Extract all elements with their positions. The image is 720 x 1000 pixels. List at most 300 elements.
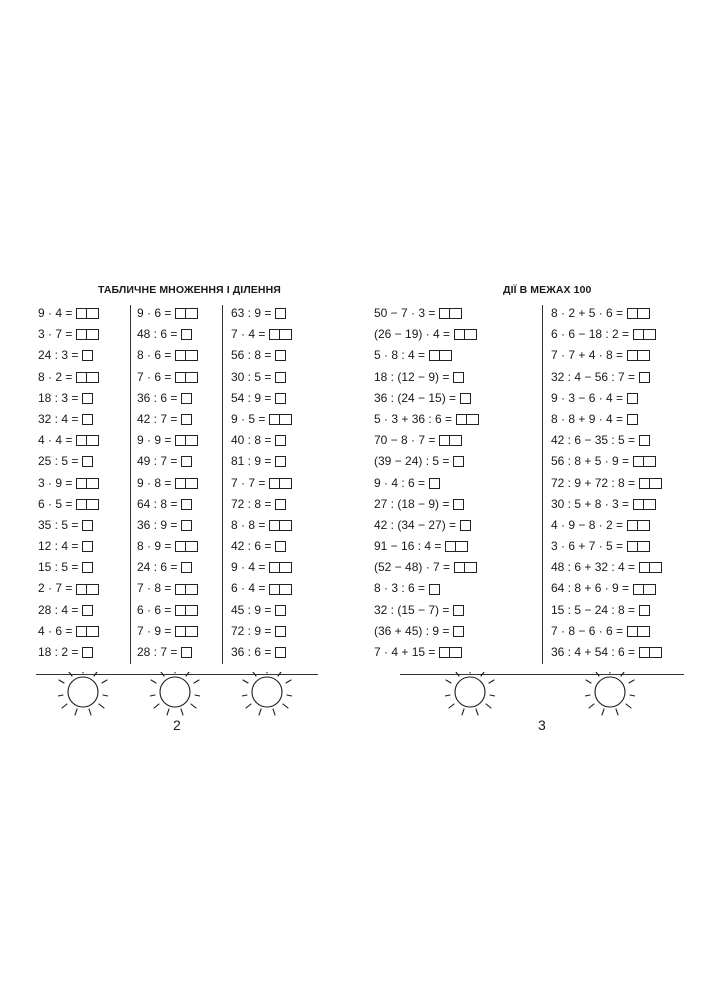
answer-box <box>639 478 650 489</box>
answer-box <box>275 626 286 637</box>
answer-box <box>627 393 638 404</box>
exercise-expression: 4 · 9 − 8 · 2 = <box>551 517 624 532</box>
left-page-title: ТАБЛИЧНЕ МНОЖЕННЯ І ДІЛЕННЯ <box>98 284 281 296</box>
answer-boxes <box>453 605 464 616</box>
answer-box <box>453 456 464 467</box>
answer-boxes <box>175 605 198 616</box>
exercise-expression: 42 : 6 = <box>231 539 272 554</box>
exercise-expression: 9 · 9 = <box>137 433 172 448</box>
exercise-row <box>551 642 662 663</box>
exercise-expression: 24 : 6 = <box>137 560 178 575</box>
answer-boxes <box>627 350 650 361</box>
exercise-expression: 15 : 5 − 24 : 8 = <box>551 602 636 617</box>
answer-box <box>269 562 280 573</box>
exercise-row <box>137 600 198 621</box>
exercise-row <box>137 324 198 345</box>
exercise-row <box>231 409 292 430</box>
exercise-row <box>137 451 198 472</box>
left-column-2 <box>137 303 198 663</box>
answer-box <box>638 626 650 637</box>
exercise-expression: 3 · 9 = <box>38 475 73 490</box>
answer-boxes <box>181 647 192 658</box>
exercise-expression: 9 · 3 − 6 · 4 = <box>551 390 624 405</box>
answer-box <box>269 414 280 425</box>
answer-box <box>82 647 93 658</box>
answer-boxes <box>627 308 650 319</box>
answer-box <box>181 520 192 531</box>
answer-boxes <box>175 626 198 637</box>
answer-box <box>627 308 638 319</box>
exercise-expression: 3 · 6 + 7 · 5 = <box>551 539 624 554</box>
exercise-row <box>137 388 198 409</box>
answer-boxes <box>181 520 192 531</box>
exercise-expression: 8 · 2 = <box>38 369 73 384</box>
exercise-expression: 36 : 4 + 54 : 6 = <box>551 645 636 659</box>
exercise-expression: 9 · 6 = <box>137 306 172 320</box>
exercise-expression: 7 · 7 + 4 · 8 = <box>551 348 624 363</box>
answer-boxes <box>82 647 93 658</box>
answer-boxes <box>429 478 440 489</box>
answer-boxes <box>454 329 477 340</box>
answer-boxes <box>181 499 192 510</box>
answer-boxes <box>639 435 650 446</box>
answer-box <box>181 562 192 573</box>
answer-box <box>76 478 87 489</box>
exercise-row <box>551 409 662 430</box>
answer-box <box>453 626 464 637</box>
exercise-expression: 8 · 6 = <box>137 348 172 363</box>
answer-box <box>87 329 99 340</box>
answer-box <box>175 308 186 319</box>
exercise-row <box>551 324 662 345</box>
answer-boxes <box>275 308 286 319</box>
answer-box <box>465 329 477 340</box>
answer-box <box>275 435 286 446</box>
column-divider <box>222 305 223 664</box>
answer-box <box>275 372 286 383</box>
answer-box <box>627 626 638 637</box>
answer-boxes <box>633 456 656 467</box>
answer-box <box>275 393 286 404</box>
answer-box <box>456 541 468 552</box>
answer-box <box>460 393 471 404</box>
exercise-expression: 30 : 5 + 8 · 3 = <box>551 496 630 511</box>
answer-boxes <box>627 626 650 637</box>
exercise-expression: 56 : 8 = <box>231 348 272 363</box>
exercise-expression: 40 : 8 = <box>231 433 272 448</box>
answer-boxes <box>453 626 464 637</box>
exercise-expression: 7 · 8 = <box>137 581 172 596</box>
answer-box <box>181 393 192 404</box>
exercise-row <box>374 430 479 451</box>
answer-box <box>644 499 656 510</box>
answer-boxes <box>175 350 198 361</box>
exercise-expression: 8 · 3 : 6 = <box>374 581 426 596</box>
exercise-row <box>38 494 99 515</box>
exercise-expression: 9 · 8 = <box>137 475 172 490</box>
answer-box <box>638 541 650 552</box>
answer-box <box>429 350 440 361</box>
exercise-expression: 49 : 7 = <box>137 454 178 469</box>
exercise-row <box>38 515 99 536</box>
exercise-row <box>374 367 479 388</box>
exercise-expression: 5 · 8 : 4 = <box>374 348 426 363</box>
exercise-row <box>231 515 292 536</box>
exercise-row <box>38 388 99 409</box>
answer-box <box>186 584 198 595</box>
exercise-row <box>374 324 479 345</box>
exercise-expression: 7 · 4 + 15 = <box>374 645 436 659</box>
exercise-row <box>38 345 99 366</box>
exercise-row <box>551 536 662 557</box>
answer-box <box>82 456 93 467</box>
answer-boxes <box>627 520 650 531</box>
exercise-expression: 2 · 7 = <box>38 581 73 596</box>
exercise-row <box>551 515 662 536</box>
answer-box <box>82 393 93 404</box>
answer-box <box>275 499 286 510</box>
exercise-row <box>137 367 198 388</box>
exercise-expression: 7 · 7 = <box>231 475 266 490</box>
exercise-expression: 9 · 4 = <box>231 560 266 575</box>
exercise-row <box>374 303 479 324</box>
exercise-expression: 36 : 6 = <box>231 645 272 659</box>
exercise-expression: 81 : 9 = <box>231 454 272 469</box>
answer-box <box>181 499 192 510</box>
exercise-expression: 56 : 8 + 5 · 9 = <box>551 454 630 469</box>
answer-boxes <box>269 478 292 489</box>
exercise-row <box>551 430 662 451</box>
exercise-row <box>231 473 292 494</box>
exercise-expression: 8 · 2 + 5 · 6 = <box>551 306 624 320</box>
exercise-expression: 9 · 4 = <box>38 306 73 320</box>
exercise-expression: 36 : 6 = <box>137 390 178 405</box>
answer-boxes <box>639 647 662 658</box>
answer-box <box>175 605 186 616</box>
answer-boxes <box>269 562 292 573</box>
exercise-row <box>38 557 99 578</box>
answer-box <box>650 478 662 489</box>
exercise-row <box>231 303 292 324</box>
answer-box <box>175 372 186 383</box>
answer-box <box>269 478 280 489</box>
answer-boxes <box>82 605 93 616</box>
exercise-row <box>374 409 479 430</box>
exercise-row <box>374 642 479 663</box>
answer-boxes <box>269 329 292 340</box>
answer-boxes <box>627 414 638 425</box>
answer-box <box>186 541 198 552</box>
answer-box <box>186 350 198 361</box>
answer-box <box>76 435 87 446</box>
answer-boxes <box>82 456 93 467</box>
exercise-row <box>551 451 662 472</box>
exercise-row <box>38 367 99 388</box>
answer-box <box>186 605 198 616</box>
answer-boxes <box>275 456 286 467</box>
answer-box <box>175 478 186 489</box>
answer-box <box>275 456 286 467</box>
answer-boxes <box>453 372 464 383</box>
footer-line <box>400 674 684 675</box>
answer-boxes <box>460 520 471 531</box>
exercise-row <box>231 600 292 621</box>
exercise-row <box>374 536 479 557</box>
exercise-expression: 36 : 9 = <box>137 517 178 532</box>
answer-box <box>82 541 93 552</box>
exercise-expression: 4 · 4 = <box>38 433 73 448</box>
exercise-row <box>137 473 198 494</box>
exercise-row <box>551 388 662 409</box>
exercise-row <box>137 621 198 642</box>
exercise-row <box>231 388 292 409</box>
exercise-row <box>38 409 99 430</box>
answer-box <box>87 626 99 637</box>
exercise-row <box>38 430 99 451</box>
exercise-row <box>38 621 99 642</box>
exercise-expression: 72 : 8 = <box>231 496 272 511</box>
exercise-expression: 28 : 4 = <box>38 602 79 617</box>
exercise-expression: 45 : 9 = <box>231 602 272 617</box>
exercise-row <box>137 409 198 430</box>
answer-box <box>280 329 292 340</box>
exercise-row <box>551 473 662 494</box>
exercise-row <box>137 494 198 515</box>
answer-boxes <box>82 520 93 531</box>
answer-box <box>639 372 650 383</box>
answer-boxes <box>275 541 286 552</box>
exercise-expression: 54 : 9 = <box>231 390 272 405</box>
answer-box <box>87 435 99 446</box>
exercise-expression: 7 · 6 = <box>137 369 172 384</box>
answer-boxes <box>175 478 198 489</box>
exercise-expression: 4 · 6 = <box>38 623 73 638</box>
right-page <box>360 0 720 1000</box>
answer-boxes <box>76 329 99 340</box>
exercise-expression: 30 : 5 = <box>231 369 272 384</box>
answer-box <box>453 372 464 383</box>
answer-boxes <box>76 372 99 383</box>
exercise-row <box>374 578 479 599</box>
answer-box <box>269 520 280 531</box>
answer-boxes <box>76 435 99 446</box>
answer-boxes <box>175 435 198 446</box>
answer-box <box>275 308 286 319</box>
exercise-expression: 12 : 4 = <box>38 539 79 554</box>
exercise-expression: 7 · 9 = <box>137 623 172 638</box>
answer-box <box>82 562 93 573</box>
answer-boxes <box>429 584 440 595</box>
exercise-row <box>231 536 292 557</box>
answer-box <box>453 605 464 616</box>
answer-box <box>280 520 292 531</box>
answer-box <box>175 350 186 361</box>
exercise-row <box>551 494 662 515</box>
answer-box <box>76 499 87 510</box>
answer-box <box>76 626 87 637</box>
exercise-expression: 28 : 7 = <box>137 645 178 659</box>
exercise-row <box>374 600 479 621</box>
sun-icon <box>242 672 292 718</box>
answer-box <box>280 414 292 425</box>
exercise-expression: 63 : 9 = <box>231 306 272 320</box>
answer-boxes <box>82 562 93 573</box>
exercise-expression: 91 − 16 : 4 = <box>374 539 442 554</box>
exercise-expression: 8 · 8 = <box>231 517 266 532</box>
exercise-expression: (39 − 24) : 5 = <box>374 454 450 469</box>
exercise-row <box>231 494 292 515</box>
answer-boxes <box>82 393 93 404</box>
exercise-row <box>137 303 198 324</box>
answer-box <box>445 541 456 552</box>
page-number: 3 <box>538 717 546 733</box>
answer-box <box>175 435 186 446</box>
answer-boxes <box>82 414 93 425</box>
exercise-row <box>231 621 292 642</box>
answer-box <box>450 308 462 319</box>
exercise-row <box>374 494 479 515</box>
answer-box <box>439 308 450 319</box>
answer-box <box>429 478 440 489</box>
exercise-row <box>38 303 99 324</box>
exercise-row <box>38 578 99 599</box>
exercise-expression: 42 : 7 = <box>137 411 178 426</box>
exercise-row <box>38 536 99 557</box>
answer-boxes <box>275 393 286 404</box>
exercise-expression: 48 : 6 + 32 : 4 = <box>551 560 636 575</box>
exercise-expression: 32 : 4 = <box>38 411 79 426</box>
answer-box <box>275 647 286 658</box>
exercise-expression: (36 + 45) : 9 = <box>374 623 450 638</box>
answer-boxes <box>454 562 477 573</box>
answer-box <box>186 372 198 383</box>
answer-boxes <box>76 626 99 637</box>
exercise-expression: 32 : (15 − 7) = <box>374 602 450 617</box>
exercise-row <box>231 557 292 578</box>
right-page-title: ДІЇ В МЕЖАХ 100 <box>503 284 592 296</box>
answer-box <box>275 350 286 361</box>
answer-box <box>186 308 198 319</box>
exercise-expression: 48 : 6 = <box>137 327 178 342</box>
answer-box <box>639 605 650 616</box>
answer-box <box>633 456 644 467</box>
exercise-row <box>374 557 479 578</box>
answer-boxes <box>460 393 471 404</box>
answer-box <box>627 350 638 361</box>
column-divider <box>130 305 131 664</box>
answer-boxes <box>627 393 638 404</box>
exercise-row <box>137 515 198 536</box>
exercise-expression: 72 : 9 = <box>231 623 272 638</box>
answer-box <box>627 414 638 425</box>
exercise-row <box>137 345 198 366</box>
sun-icon <box>150 672 200 718</box>
answer-box <box>460 520 471 531</box>
answer-box <box>440 350 452 361</box>
right-column-2 <box>551 303 662 663</box>
exercise-expression: 24 : 3 = <box>38 348 79 363</box>
exercise-row <box>137 430 198 451</box>
answer-box <box>456 414 467 425</box>
answer-boxes <box>453 499 464 510</box>
answer-box <box>87 584 99 595</box>
answer-box <box>87 478 99 489</box>
exercise-expression: 6 · 6 − 18 : 2 = <box>551 327 630 342</box>
exercise-row <box>231 578 292 599</box>
answer-box <box>269 329 280 340</box>
answer-boxes <box>275 372 286 383</box>
answer-box <box>76 329 87 340</box>
page-number: 2 <box>173 717 181 733</box>
exercise-row <box>551 600 662 621</box>
answer-box <box>175 541 186 552</box>
answer-boxes <box>269 520 292 531</box>
exercise-expression: 9 · 4 : 6 = <box>374 475 426 490</box>
answer-boxes <box>269 584 292 595</box>
column-divider <box>542 305 543 664</box>
answer-box <box>87 499 99 510</box>
exercise-row <box>551 578 662 599</box>
answer-box <box>76 584 87 595</box>
answer-box <box>453 499 464 510</box>
exercise-expression: 64 : 8 + 6 · 9 = <box>551 581 630 596</box>
answer-boxes <box>76 584 99 595</box>
left-column-3 <box>231 303 292 663</box>
answer-box <box>627 520 638 531</box>
answer-box <box>638 520 650 531</box>
exercise-expression: 72 : 9 + 72 : 8 = <box>551 475 636 490</box>
exercise-row <box>231 345 292 366</box>
answer-boxes <box>429 350 452 361</box>
exercise-expression: 8 · 9 = <box>137 539 172 554</box>
left-column-1 <box>38 303 99 663</box>
answer-box <box>181 329 192 340</box>
answer-box <box>639 562 650 573</box>
answer-boxes <box>269 414 292 425</box>
answer-boxes <box>439 308 462 319</box>
answer-box <box>186 626 198 637</box>
answer-boxes <box>175 584 198 595</box>
answer-box <box>87 308 99 319</box>
answer-box <box>280 584 292 595</box>
answer-box <box>439 435 450 446</box>
exercise-row <box>38 600 99 621</box>
exercise-row <box>137 536 198 557</box>
answer-box <box>639 647 650 658</box>
right-column-1 <box>374 303 479 663</box>
answer-box <box>633 584 644 595</box>
exercise-expression: 8 · 8 + 9 · 4 = <box>551 411 624 426</box>
answer-box <box>633 329 644 340</box>
exercise-expression: 3 · 7 = <box>38 327 73 342</box>
answer-box <box>76 372 87 383</box>
answer-boxes <box>181 562 192 573</box>
exercise-row <box>374 621 479 642</box>
exercise-row <box>374 515 479 536</box>
answer-box <box>82 520 93 531</box>
answer-box <box>638 350 650 361</box>
exercise-expression: 15 : 5 = <box>38 560 79 575</box>
exercise-expression: 70 − 8 · 7 = <box>374 433 436 448</box>
answer-box <box>650 647 662 658</box>
exercise-row <box>231 324 292 345</box>
answer-box <box>181 456 192 467</box>
exercise-expression: 6 · 5 = <box>38 496 73 511</box>
answer-box <box>638 308 650 319</box>
exercise-expression: 6 · 4 = <box>231 581 266 596</box>
exercise-row <box>551 345 662 366</box>
answer-box <box>454 562 465 573</box>
